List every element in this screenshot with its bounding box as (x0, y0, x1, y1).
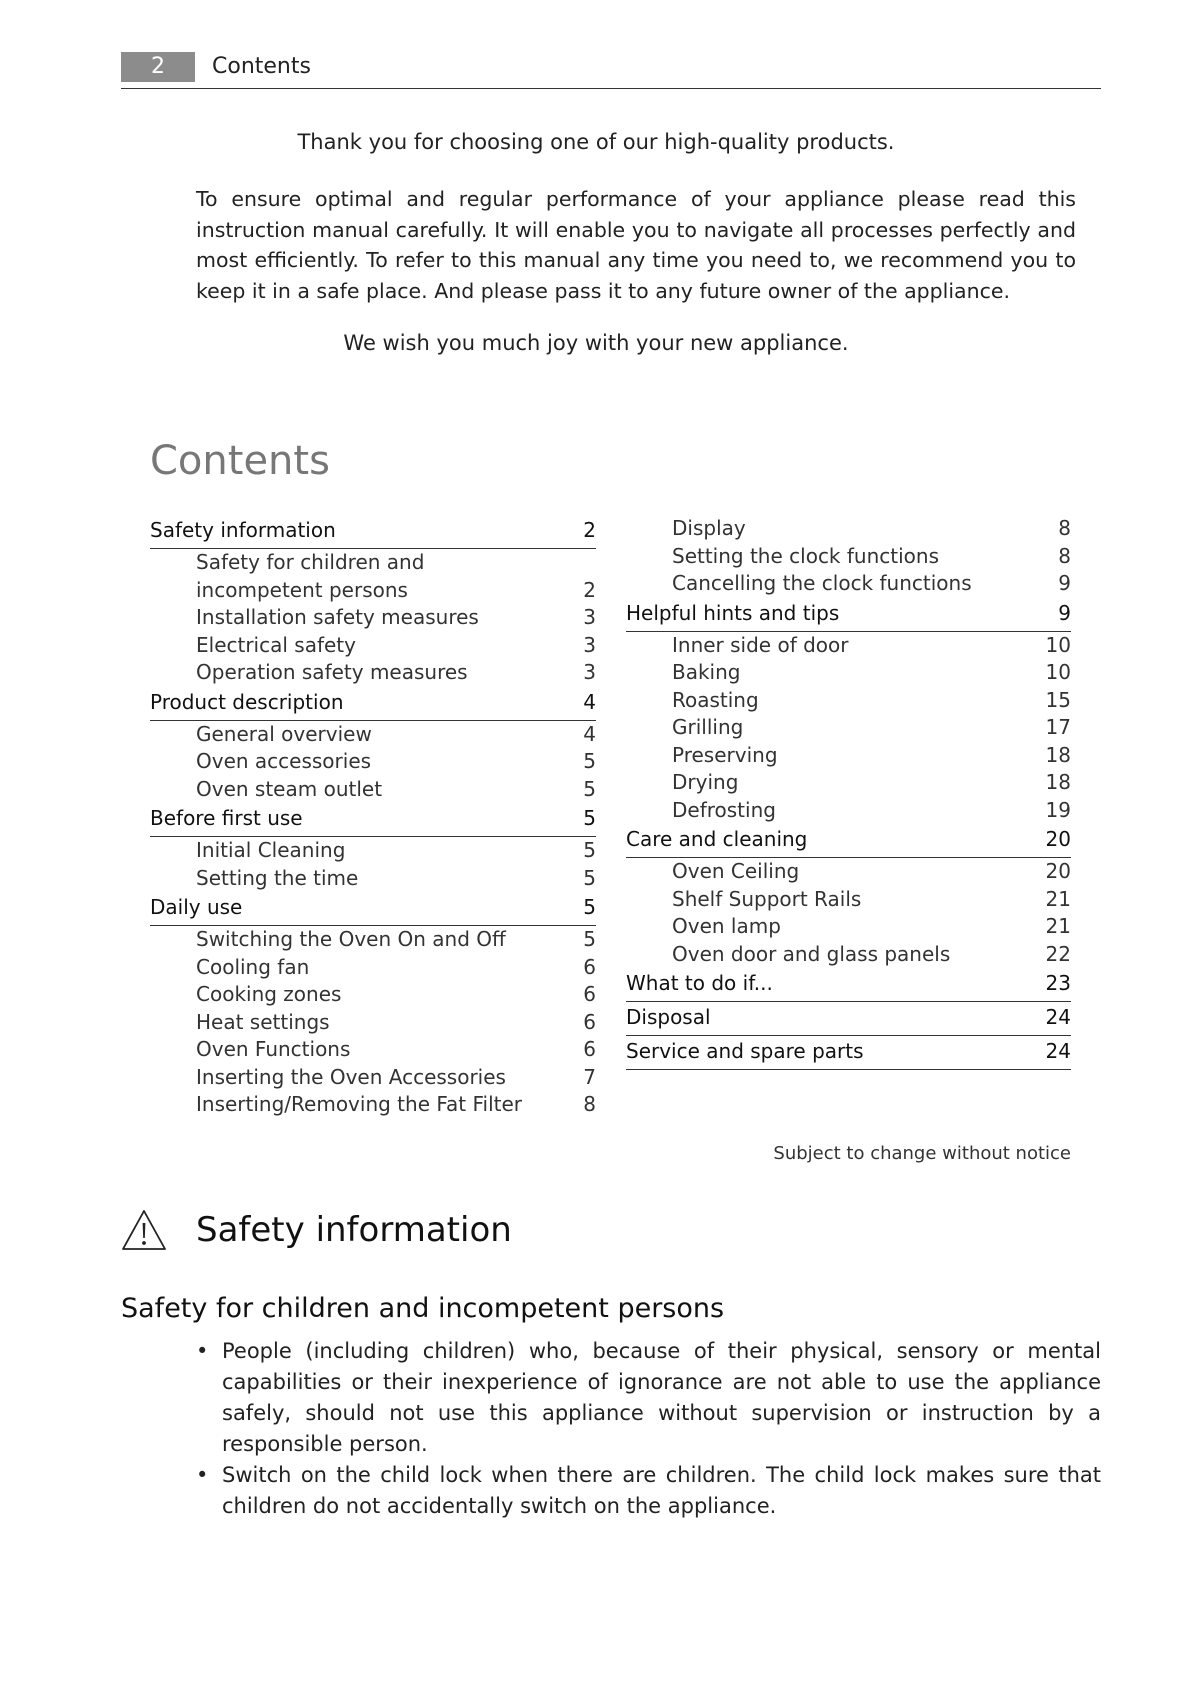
toc-label: Switching the Oven On and Off (196, 927, 506, 951)
change-notice: Subject to change without notice (773, 1143, 1071, 1164)
toc-label: Shelf Support Rails (672, 886, 862, 911)
toc-left-column (150, 515, 596, 1119)
toc-label: Display (672, 516, 746, 540)
toc-page: 5 (583, 838, 596, 862)
toc-label: Cooling fan (196, 954, 310, 979)
header-title: Contents (212, 54, 311, 79)
toc-page: 23 (1045, 971, 1071, 995)
toc-entry[interactable] (150, 1009, 596, 1037)
toc-entry[interactable] (150, 748, 596, 776)
toc-entry[interactable] (626, 769, 1071, 797)
toc-entry[interactable] (150, 803, 596, 837)
page-header (121, 50, 1101, 89)
toc-label: General overview (196, 721, 372, 746)
toc-entry[interactable] (626, 941, 1071, 969)
toc-label: Care and cleaning (626, 827, 808, 851)
toc-label: Oven steam outlet (196, 776, 383, 801)
toc-page: 5 (583, 895, 596, 919)
toc-label: Cancelling the clock functions (672, 571, 972, 595)
intro-wish: We wish you much joy with your new appliance. (343, 331, 849, 355)
toc-entry[interactable] (150, 1091, 596, 1119)
toc-page: 3 (583, 660, 596, 684)
safety-title: Safety information (196, 1210, 512, 1250)
toc-page: 4 (583, 721, 596, 746)
toc-entry[interactable] (626, 968, 1071, 1002)
toc-page: 5 (583, 927, 596, 951)
toc-label: Operation safety measures (196, 660, 468, 684)
toc-entry[interactable] (150, 721, 596, 749)
toc-label: Electrical safety (196, 632, 356, 657)
toc-page: 21 (1045, 914, 1071, 938)
safety-subtitle: Safety for children and incompetent persons (121, 1293, 725, 1324)
toc-label: Daily use (150, 895, 243, 919)
toc-page: 8 (1058, 516, 1071, 540)
toc-page: 3 (583, 632, 596, 657)
toc-entry[interactable] (626, 515, 1071, 543)
toc-page: 8 (1058, 543, 1071, 568)
toc-label: Setting the clock functions (672, 543, 939, 568)
toc-label: Disposal (626, 1005, 711, 1029)
toc-label: Product description (150, 689, 344, 714)
toc-entry[interactable] (626, 913, 1071, 941)
toc-page: 19 (1045, 797, 1071, 822)
toc-entry[interactable] (626, 659, 1071, 687)
toc-label: Roasting (672, 687, 759, 712)
toc-page: 9 (1058, 571, 1071, 595)
toc-page: 4 (583, 689, 596, 714)
toc-entry[interactable] (150, 1064, 596, 1092)
toc-entry[interactable] (626, 797, 1071, 825)
toc-label: Oven accessories (196, 749, 372, 773)
toc-entry[interactable] (150, 865, 596, 893)
toc-entry[interactable] (626, 1036, 1071, 1070)
toc-page: 20 (1045, 827, 1071, 851)
toc-entry[interactable] (626, 824, 1071, 858)
toc-label: Baking (672, 660, 741, 684)
toc-page: 18 (1045, 742, 1071, 767)
toc-label: Setting the time (196, 865, 359, 890)
intro-paragraph: To ensure optimal and regular performance of your appliance please read this instruction manual carefully. It will enable you to navigate all processes perfectly and most efficiently. To refer to this manual any time you need to, we recommend you to keep it in a safe place. And please pass it to any future owner of the appliance. (196, 187, 1076, 303)
toc-page: 6 (583, 982, 596, 1006)
toc-page: 5 (583, 806, 596, 830)
toc-entry[interactable] (626, 632, 1071, 660)
toc-label: Oven Ceiling (672, 859, 800, 883)
toc-page: 10 (1045, 660, 1071, 684)
toc-label: Drying (672, 770, 739, 794)
toc-label: Inserting the Oven Accessories (196, 1064, 506, 1089)
toc-label: What to do if... (626, 971, 773, 995)
toc-page: 5 (583, 865, 596, 890)
toc-entry[interactable] (150, 632, 596, 660)
toc-page: 3 (583, 605, 596, 629)
toc-entry[interactable] (626, 742, 1071, 770)
toc-page: 20 (1045, 859, 1071, 883)
bullet-item: • People (including children) who, because of their physical, sensory or mental capabilities or their inexperience of ignorance are not able to use the appliance safely, should not use this appliance without supervision or instruction by a responsible person. (196, 1336, 1101, 1460)
toc-page: 15 (1045, 687, 1071, 712)
toc-page: 6 (583, 1037, 596, 1061)
toc-label: Safety information (150, 518, 336, 542)
toc-label: Service and spare parts (626, 1039, 864, 1063)
toc-label: Oven lamp (672, 914, 781, 938)
toc-page: 7 (583, 1064, 596, 1089)
toc-entry[interactable] (150, 687, 596, 721)
toc-label: Grilling (672, 715, 744, 739)
toc-entry[interactable] (626, 687, 1071, 715)
toc-entry[interactable] (150, 954, 596, 982)
toc-label: Cooking zones (196, 982, 342, 1006)
toc-page: 24 (1045, 1005, 1071, 1029)
toc-label: Oven door and glass panels (672, 941, 951, 966)
toc-entry[interactable] (626, 886, 1071, 914)
toc-page: 8 (583, 1092, 596, 1116)
toc-entry[interactable] (150, 604, 596, 632)
toc-entry[interactable] (150, 776, 596, 804)
bullet-item: • Switch on the child lock when there are children. The child lock makes sure that children do not accidentally switch on the appliance. (196, 1460, 1101, 1522)
toc-entry[interactable] (626, 543, 1071, 571)
toc-entry[interactable] (626, 858, 1071, 886)
toc-label: Installation safety measures (196, 605, 479, 629)
toc-page: 6 (583, 1009, 596, 1034)
warning-triangle-icon (121, 1208, 167, 1252)
toc-entry[interactable] (626, 598, 1071, 632)
contents-title: Contents (150, 438, 330, 484)
toc-right-column (626, 515, 1071, 1070)
toc-page: 18 (1045, 770, 1071, 794)
toc-page: 24 (1045, 1039, 1071, 1063)
toc-label: Heat settings (196, 1009, 330, 1034)
toc-entry[interactable] (150, 515, 596, 549)
toc-entry[interactable] (150, 837, 596, 865)
toc-page: 6 (583, 954, 596, 979)
toc-entry[interactable] (150, 981, 596, 1009)
toc-entry[interactable] (150, 1036, 596, 1064)
toc-entry[interactable] (150, 926, 596, 954)
page-number: 2 (121, 52, 195, 82)
toc-entry[interactable] (150, 659, 596, 687)
intro-thanks: Thank you for choosing one of our high-quality products. (297, 130, 895, 154)
toc-label: Defrosting (672, 797, 776, 822)
toc-label: Oven Functions (196, 1037, 351, 1061)
toc-page: 5 (583, 749, 596, 773)
toc-label: Initial Cleaning (196, 838, 346, 862)
toc-label: Helpful hints and tips (626, 600, 840, 625)
toc-page: 9 (1058, 600, 1071, 625)
toc-page: 10 (1045, 632, 1071, 657)
toc-page: 5 (583, 776, 596, 801)
toc-page: 21 (1045, 886, 1071, 911)
safety-bullet-list (196, 1336, 1101, 1522)
toc-entry[interactable] (150, 549, 596, 604)
toc-label: Before first use (150, 806, 303, 830)
toc-label: Safety for children and incompetent persons (196, 550, 425, 602)
toc-entry[interactable] (150, 892, 596, 926)
toc-entry[interactable] (626, 570, 1071, 598)
toc-page: 2 (583, 577, 596, 602)
toc-entry[interactable] (626, 1002, 1071, 1036)
toc-label: Preserving (672, 742, 778, 767)
toc-page: 2 (583, 518, 596, 542)
toc-page: 22 (1045, 941, 1071, 966)
toc-label: Inner side of door (672, 632, 849, 657)
toc-page: 17 (1045, 715, 1071, 739)
toc-label: Inserting/Removing the Fat Filter (196, 1092, 523, 1116)
toc-entry[interactable] (626, 714, 1071, 742)
